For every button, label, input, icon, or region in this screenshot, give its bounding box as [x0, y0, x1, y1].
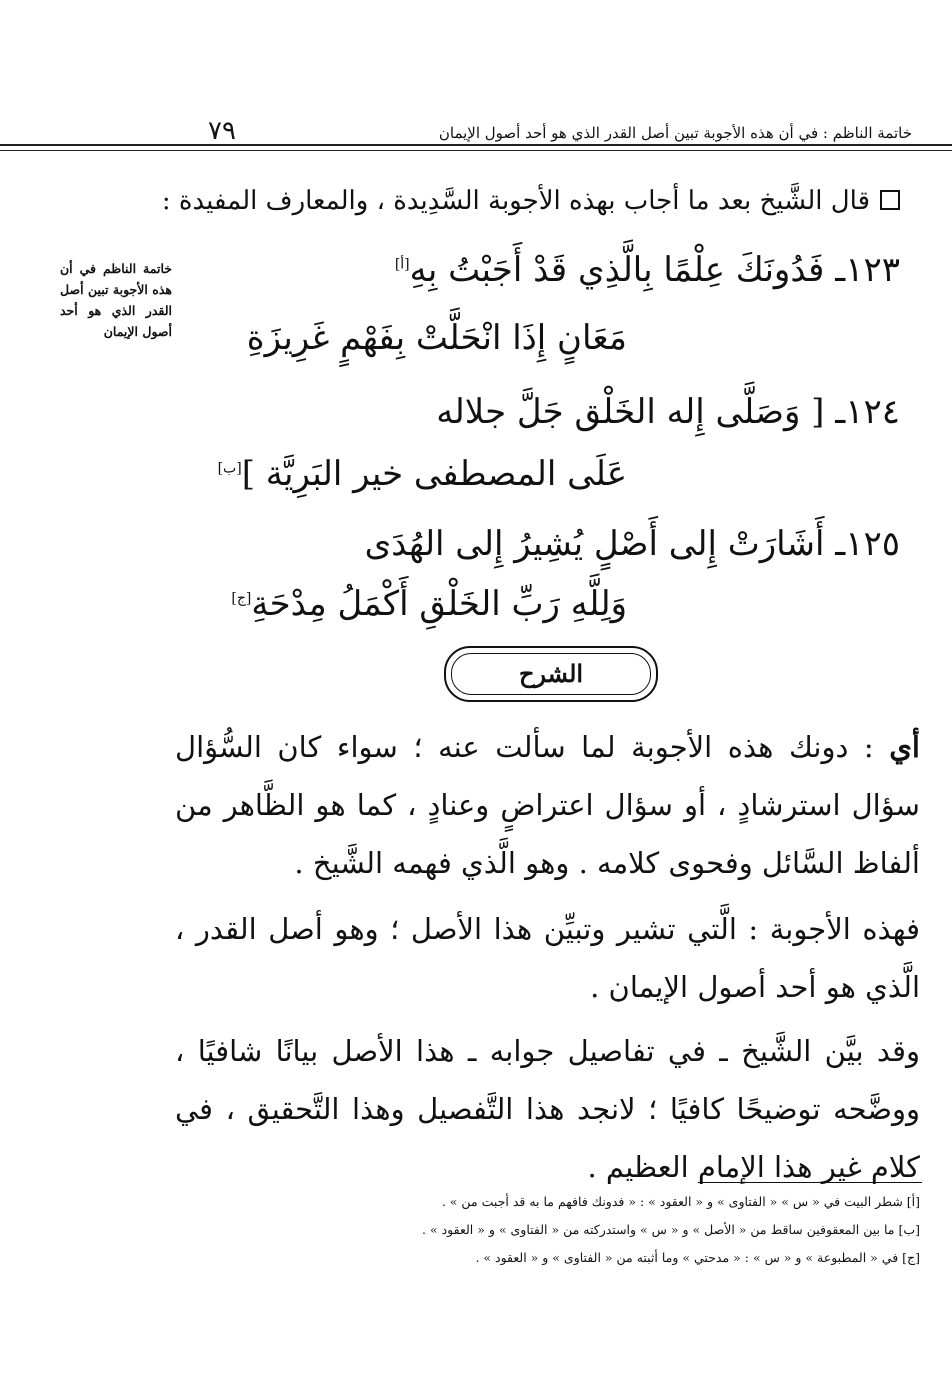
verse-125-second: وَلِلَّهِ رَبِّ الخَلْقِ أَكْمَلُ مِدْحَةِ[ج] [231, 584, 627, 624]
footnote-b: [ب] ما بين المعقوفين ساقط من « الأصل » و « س » واستدركته من « الفتاوى » و « العقود » . [422, 1222, 920, 1237]
paragraph-lead: أي [889, 730, 920, 764]
footnote-ref: [ب] [217, 460, 242, 477]
footnote-separator [698, 1182, 922, 1183]
intro-line [161, 186, 900, 216]
page-number: ٧٩ [208, 116, 236, 146]
header-title: خاتمة الناظم : في أن هذه الأجوبة تبين أصل القدر الذي هو أحد أصول الإيمان [438, 124, 912, 142]
section-title: الشرح [451, 653, 651, 695]
square-bullet-icon [880, 190, 900, 210]
footnote-c: [ج] في « المطبوعة » و « س » : « مدحتي » وما أثبته من « الفتاوى » و « العقود » . [475, 1250, 920, 1265]
footnote-ref: [ج] [231, 590, 252, 607]
verse-123-first: ١٢٣ـ فَدُونَكَ عِلْمًا بِالَّذِي قَدْ أَجَبْتُ بِهِ[أ] [394, 250, 900, 290]
verse-123-second: مَعَانٍ إِذَا انْحَلَّتْ بِفَهْمٍ غَرِيزَةِ [246, 318, 627, 358]
header-rule [0, 144, 952, 151]
section-title-box [444, 646, 658, 702]
footnote-ref: [أ] [394, 256, 410, 273]
commentary-paragraph-1: أي : دونك هذه الأجوبة لما سألت عنه ؛ سواء كان السُّؤال سؤال استرشادٍ ، أو سؤال اعتراضٍ وعنادٍ ، كما هو الظَّاهر من ألفاظ السَّائل وفحوى كلامه . وهو الَّذي فهمه الشَّيخ . [175, 730, 920, 880]
footnote-a: [أ] شطر البيت في « س » « الفتاوى » و « العقود » : « فدونك فافهم ما به قد أجبت من » . [441, 1194, 920, 1209]
verse-124-first: ١٢٤ـ [ وَصَلَّى إِله الخَلْق جَلَّ جلاله [436, 392, 900, 432]
verse-125-first: ١٢٥ـ أَشَارَتْ إِلى أَصْلٍ يُشِيرُ إِلى الهُدَى [364, 524, 900, 564]
intro-text: قال الشَّيخ بعد ما أجاب بهذه الأجوبة السَّدِيدة ، والمعارف المفيدة : [161, 186, 870, 216]
margin-note: خاتمة الناظم في أن هذه الأجوبة تبين أصل القدر الذي هو أحد أصول الإيمان [60, 261, 172, 339]
commentary-paragraph-2: فهذه الأجوبة : الَّتي تشير وتبيِّن هذا الأصل ؛ وهو أصل القدر ، الَّذي هو أحد أصول الإيمان . [175, 912, 920, 1004]
commentary-paragraph-3: وقد بيَّن الشَّيخ ـ في تفاصيل جوابه ـ هذا الأصل بيانًا شافيًا ، ووضَّحه توضيحًا كافيًا ؛ لانجد هذا التَّفصيل وهذا التَّحقيق ، في كلام غير هذا الإمام العظيم . [175, 1034, 920, 1184]
footnotes [175, 1188, 920, 1272]
verse-124-second: عَلَى المصطفى خير البَرِيَّة ][ب] [217, 454, 627, 494]
